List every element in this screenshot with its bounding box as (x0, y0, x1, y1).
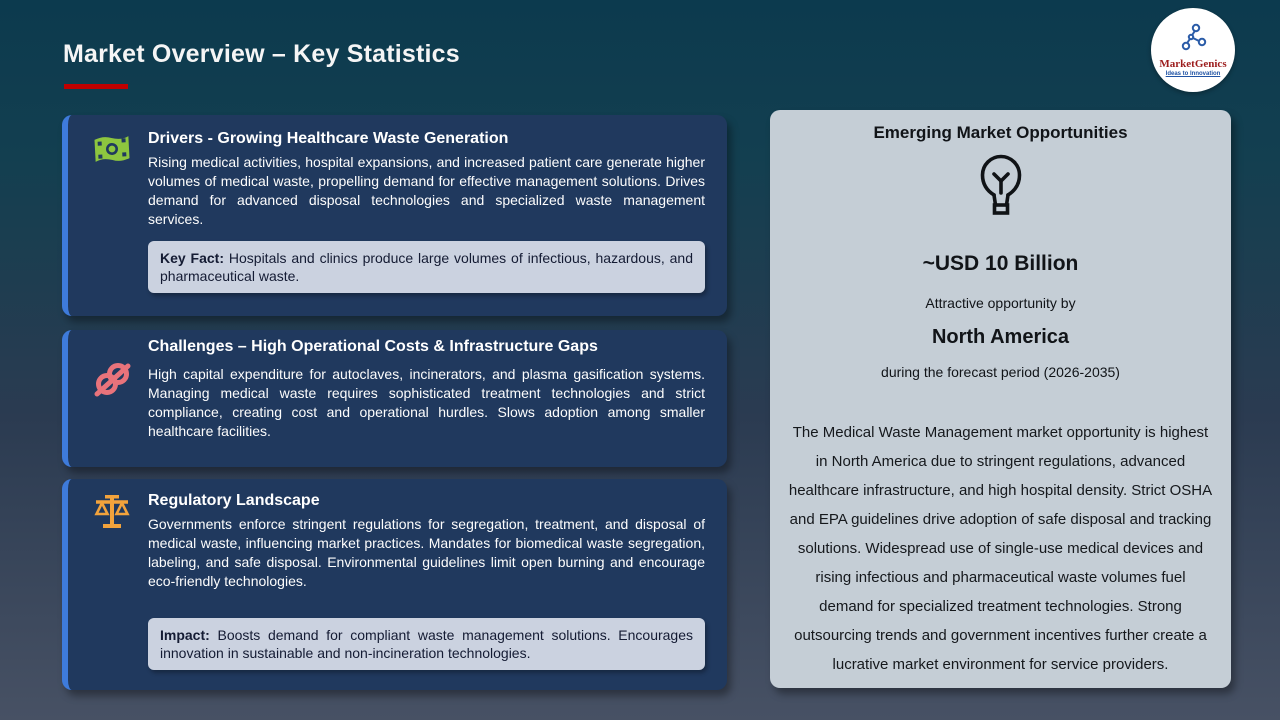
opportunity-period: during the forecast period (2026-2035) (881, 364, 1120, 380)
page-title: Market Overview – Key Statistics (63, 40, 460, 68)
broken-link-icon (92, 360, 132, 396)
lightbulb-icon (770, 153, 1231, 224)
card-title: Regulatory Landscape (148, 492, 320, 509)
key-fact-label: Key Fact: (160, 250, 225, 266)
opportunity-value: ~USD 10 Billion (922, 252, 1079, 275)
logo-tagline: Ideas to Innovation (1165, 71, 1221, 78)
panel-title: Emerging Market Opportunities (873, 123, 1128, 142)
logo-name: MarketGenics (1159, 57, 1227, 70)
card-body: Governments enforce stringent regulations for segregation, treatment, and disposal of medical waste, influencing market practices. Mandates for biomedical waste segregation, labeling, and safe disposal. Environmental guidelines limit open burning and encourage eco-friendly technologies. (148, 516, 705, 589)
card-title: Drivers - Growing Healthcare Waste Generation (148, 130, 509, 147)
key-fact-box (148, 241, 705, 293)
key-fact-text: Hospitals and clinics produce large volumes of infectious, hazardous, and pharmaceutical waste. (160, 250, 693, 284)
challenges-card (62, 330, 727, 467)
logo (1151, 8, 1235, 92)
title-underline (64, 84, 128, 89)
scales-icon (92, 493, 132, 529)
opportunity-subtitle: Attractive opportunity by (925, 295, 1076, 311)
opportunity-description: The Medical Waste Management market opportunity is highest in North America due to stringent regulations, advanced healthcare infrastructure, and high hospital density. Strict OSHA and EPA guidelines drive adoption of safe disposal and tracking solutions. Widespread use of single-use medical devices and rising infectious and pharmaceutical waste volumes fuel demand for specialized treatment technologies. Strong outsourcing trends and government incentives further create a lucrative market environment for service providers. (788, 424, 1213, 673)
impact-box (148, 618, 705, 670)
regulatory-card (62, 479, 727, 690)
impact-text: Boosts demand for compliant waste management solutions. Encourages innovation in sustainable and non-incineration technologies. (160, 627, 694, 661)
card-body: High capital expenditure for autoclaves, incinerators, and plasma gasification systems. Managing medical waste requires sophisticated treatment technologies and strict compliance, creating cost and operational hurdles. Slows adoption among smaller healthcare facilities. (148, 366, 705, 439)
opportunity-panel (770, 110, 1231, 688)
molecule-icon (1177, 23, 1209, 56)
drivers-card (62, 115, 727, 316)
card-title: Challenges – High Operational Costs & Infrastructure Gaps (148, 338, 598, 355)
opportunity-region: North America (931, 326, 1070, 348)
impact-label: Impact: (160, 627, 210, 643)
money-banknote-icon (92, 133, 132, 169)
card-body: Rising medical activities, hospital expansions, and increased patient care generate higher volumes of medical waste, propelling demand for effective management solutions. Drives demand for advanced disposal technologies and specialized waste management services. (148, 154, 705, 227)
